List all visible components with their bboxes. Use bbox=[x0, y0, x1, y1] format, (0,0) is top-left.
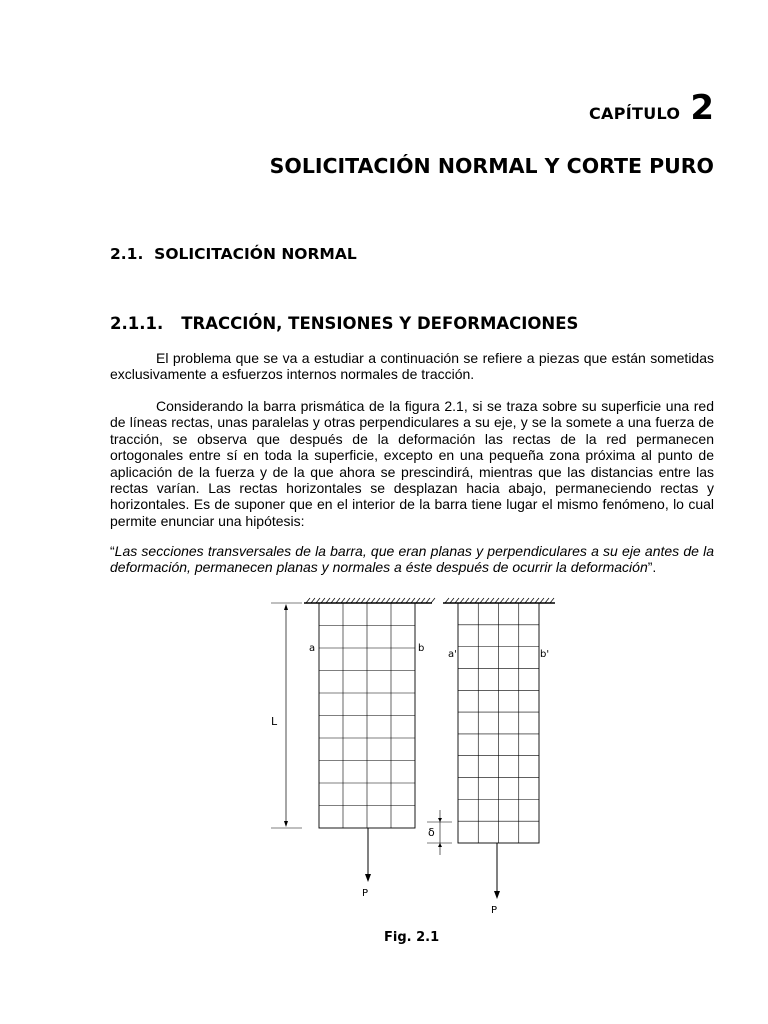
right-bar-support-hatch bbox=[490, 598, 494, 603]
right-bar-support-hatch bbox=[525, 598, 529, 603]
section-title: SOLICITACIÓN NORMAL bbox=[154, 245, 357, 263]
dimension-L-arrow-top bbox=[284, 604, 288, 610]
figure-caption: Fig. 2.1 bbox=[384, 930, 440, 945]
paragraph-1 bbox=[110, 350, 714, 383]
section-heading bbox=[110, 245, 357, 263]
left-bar-support-hatch bbox=[396, 598, 400, 603]
left-bar-support-hatch bbox=[326, 598, 330, 603]
right-bar-support-hatch bbox=[535, 598, 539, 603]
chapter-number: 2 bbox=[690, 88, 714, 128]
label-delta: δ bbox=[428, 826, 435, 839]
left-bar-support-hatch bbox=[421, 598, 425, 603]
right-bar-support-hatch bbox=[445, 598, 449, 603]
right-bar-support-hatch bbox=[465, 598, 469, 603]
left-bar-support-hatch bbox=[361, 598, 365, 603]
bar-deformation-diagram bbox=[262, 590, 562, 920]
left-bar-support-hatch bbox=[331, 598, 335, 603]
subsection-heading bbox=[110, 314, 578, 333]
right-bar-support-hatch bbox=[500, 598, 504, 603]
left-bar-support-hatch bbox=[316, 598, 320, 603]
right-bar-support-hatch bbox=[460, 598, 464, 603]
chapter-title: SOLICITACIÓN NORMAL Y CORTE PURO bbox=[269, 154, 714, 178]
right-bar-support-hatch bbox=[505, 598, 509, 603]
left-bar-support-hatch bbox=[431, 598, 435, 603]
label-P-left: P bbox=[362, 888, 369, 899]
left-bar-support-hatch bbox=[336, 598, 340, 603]
right-bar-support-hatch bbox=[485, 598, 489, 603]
section-number: 2.1. bbox=[110, 245, 144, 263]
right-bar-support-hatch bbox=[510, 598, 514, 603]
right-bar-support-hatch bbox=[475, 598, 479, 603]
quote-text: Las secciones transversales de la barra, que eran planas y perpendiculares a su eje antes de la deformación, permanecen planas y normales a éste después de ocurrir la deformación bbox=[110, 543, 714, 576]
right-bar-force-head bbox=[494, 891, 500, 899]
right-bar-support-hatch bbox=[550, 598, 554, 603]
left-bar-support-hatch bbox=[306, 598, 310, 603]
hypothesis-quote bbox=[110, 543, 714, 576]
label-P-right: P bbox=[491, 905, 498, 916]
dimension-L-arrow-bottom bbox=[284, 821, 288, 827]
right-bar-support-hatch bbox=[520, 598, 524, 603]
left-bar-support-hatch bbox=[401, 598, 405, 603]
label-L: L bbox=[271, 715, 278, 728]
right-bar-support-hatch bbox=[450, 598, 454, 603]
left-bar-support-hatch bbox=[321, 598, 325, 603]
paragraph-2-text: Considerando la barra prismática de la figura 2.1, si se traza sobre su superficie una red de líneas rectas, unas paralelas y otras perpendiculares a su eje, y se la somete a una fuerza de tracción, se observa que después de la deformación las rectas de la red permanecen ortogonales entre sí en toda la superficie, excepto en una pequeña zona próxima al punto de aplicación de la fuerza y de la que ahora se prescindirá, mientras que las distancias entre las rectas varían. Las rectas horizontales se desplazan hacia abajo, permaneciendo rectas y horizontales. Es de suponer que en el interior de la barra tiene lugar el mismo fenómeno, lo cual permite enunciar una hipótesis: bbox=[110, 398, 714, 529]
left-bar-support-hatch bbox=[391, 598, 395, 603]
right-bar-support-hatch bbox=[455, 598, 459, 603]
quote-open: “ bbox=[110, 543, 115, 559]
label-a-prime: a' bbox=[448, 649, 457, 660]
left-bar-support-hatch bbox=[411, 598, 415, 603]
paragraph-1-text: El problema que se va a estudiar a continuación se refiere a piezas que están sometidas exclusivamente a esfuerzos internos normales de tracción. bbox=[110, 350, 714, 383]
left-bar-support-hatch bbox=[376, 598, 380, 603]
right-bar-support-hatch bbox=[480, 598, 484, 603]
left-bar-support-hatch bbox=[381, 598, 385, 603]
label-b: b bbox=[418, 643, 425, 654]
label-a: a bbox=[309, 643, 316, 654]
left-bar-support-hatch bbox=[356, 598, 360, 603]
left-bar-support-hatch bbox=[386, 598, 390, 603]
right-bar-support-hatch bbox=[530, 598, 534, 603]
left-bar-support-hatch bbox=[311, 598, 315, 603]
left-bar-support-hatch bbox=[426, 598, 430, 603]
figure-2-1 bbox=[262, 590, 562, 920]
left-bar-support-hatch bbox=[346, 598, 350, 603]
left-bar-force-head bbox=[365, 874, 371, 882]
chapter-label: CAPÍTULO bbox=[588, 104, 681, 123]
right-bar-support-hatch bbox=[495, 598, 499, 603]
subsection-title: TRACCIÓN, TENSIONES Y DEFORMACIONES bbox=[181, 314, 579, 333]
quote-close: ”. bbox=[647, 559, 657, 576]
left-bar-support-hatch bbox=[406, 598, 410, 603]
left-bar-support-hatch bbox=[341, 598, 345, 603]
right-bar-support-hatch bbox=[545, 598, 549, 603]
delta-arrow-top bbox=[438, 818, 442, 822]
delta-arrow-bottom bbox=[438, 843, 442, 847]
label-b-prime: b' bbox=[540, 649, 550, 660]
subsection-number: 2.1.1. bbox=[110, 314, 164, 333]
paragraph-2 bbox=[110, 398, 714, 529]
right-bar-support-hatch bbox=[540, 598, 544, 603]
left-bar-support-hatch bbox=[416, 598, 420, 603]
left-bar-support-hatch bbox=[351, 598, 355, 603]
left-bar-support-hatch bbox=[366, 598, 370, 603]
right-bar-support-hatch bbox=[470, 598, 474, 603]
chapter-heading bbox=[589, 88, 714, 128]
left-bar-support-hatch bbox=[371, 598, 375, 603]
right-bar-support-hatch bbox=[515, 598, 519, 603]
